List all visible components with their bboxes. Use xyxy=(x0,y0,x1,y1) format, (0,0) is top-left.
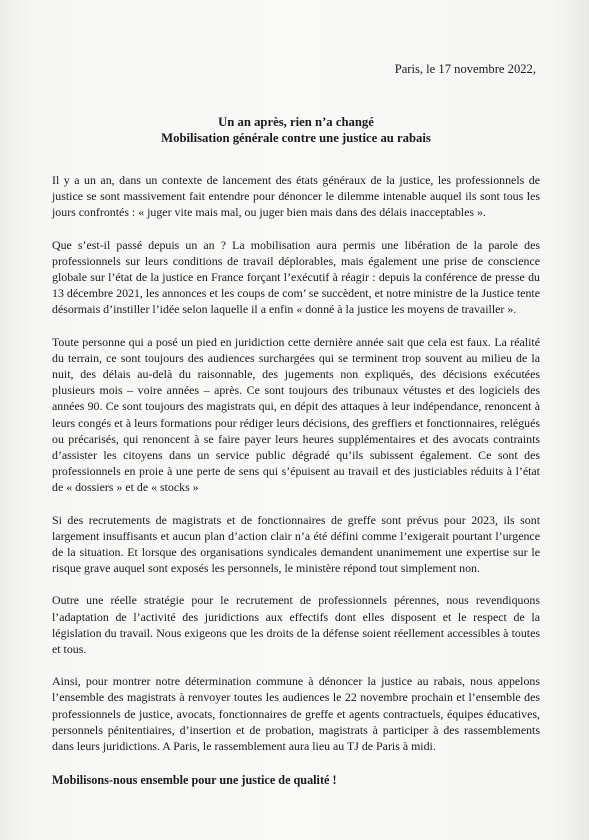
document-date: Paris, le 17 novembre 2022, xyxy=(394,62,536,76)
paragraph-5: Outre une réelle stratégie pour le recrutement de professionnels pérennes, nous revendiquons l’adaptation de l’activité des juridictions aux effectifs dont elles disposent et le respect de la législation du travail. Nous exigeons que les droits de la défense soient réellement accessibles à toutes et tous. xyxy=(52,593,540,657)
paragraph-3: Toute personne qui a posé un pied en juridiction cette dernière année sait que cela est faux. La réalité du terrain, ce sont toujours des audiences surchargées qui se terminent trop souvent au milieu de la nuit, des délais au-delà du raisonnable, des jugements non expliqués, des décisions exécutées plusieurs mois – voire années – après. Ce sont toujours des tribunaux vétustes et des logiciels des années 90. Ce sont toujours des magistrats qui, en dépit des attaques à leur indépendance, renoncent à leurs congés et à leurs formations pour rédiger leurs décisions, des greffiers et fonctionnaires, relégués ou précarisés, qui renoncent à se faire payer leurs heures supplémentaires et des avocats contraints d’assister les citoyens dans un service public dégradé qu’ils subissent également. Ce sont des professionnels en proie à une perte de sens qui s’épuisent au travail et des justiciables réduits à l’état de « dossiers » et de « stocks » xyxy=(52,334,540,495)
paragraph-4: Si des recrutements de magistrats et de fonctionnaires de greffe sont prévus pour 2023, ils sont largement insuffisants et aucun plan d’action clair n’a été défini comme l’exigerait pourtant l’urgence de la situation. Et lorsque des organisations syndicales demandent unanimement une expertise sur le risque grave auquel sont exposés les personnels, le ministère répond tout simplement non. xyxy=(52,512,540,576)
title-line-1: Un an après, rien n’a changé xyxy=(218,115,374,129)
paragraph-6: Ainsi, pour montrer notre détermination commune à dénoncer la justice au rabais, nous appelons l’ensemble des magistrats à renvoyer toutes les audiences le 22 novembre prochain et l’ensemble des professionnels de justice, avocats, fonctionnaires de greffe et agents contractuels, équipes éducatives, personnels pénitentiaires, d’insertion et de probation, magistrats à participer à des rassemblements dans leurs juridictions. A Paris, le rassemblement aura lieu au TJ de Paris à midi. xyxy=(52,674,540,754)
paragraph-2: Que s’est-il passé depuis un an ? La mobilisation aura permis une libération de la parole des professionnels sur leurs conditions de travail déplorables, mais également une prise de conscience globale sur l’état de la justice en France forçant l’exécutif à réagir : depuis la conférence de presse du 13 décembre 2021, les annonces et les coups de com’ se succèdent, et notre ministre de la Justice tente désormais d’instiller l’idée selon laquelle il a enfin « donné à la justice les moyens de travailler ». xyxy=(52,237,540,317)
paragraph-1: Il y a un an, dans un contexte de lancement des états généraux de la justice, les professionnels de justice se sont massivement fait entendre pour dénoncer le dilemme intenable auquel ils sont tous les jours confrontés : « juger vite mais mal, ou juger bien mais dans des délais inacceptables ». xyxy=(52,173,540,220)
title-line-2: Mobilisation générale contre une justice au rabais xyxy=(161,131,431,145)
closing-statement: Mobilisons-nous ensemble pour une justice de qualité ! xyxy=(52,773,337,788)
document-title xyxy=(52,114,540,146)
document-body xyxy=(52,172,540,754)
